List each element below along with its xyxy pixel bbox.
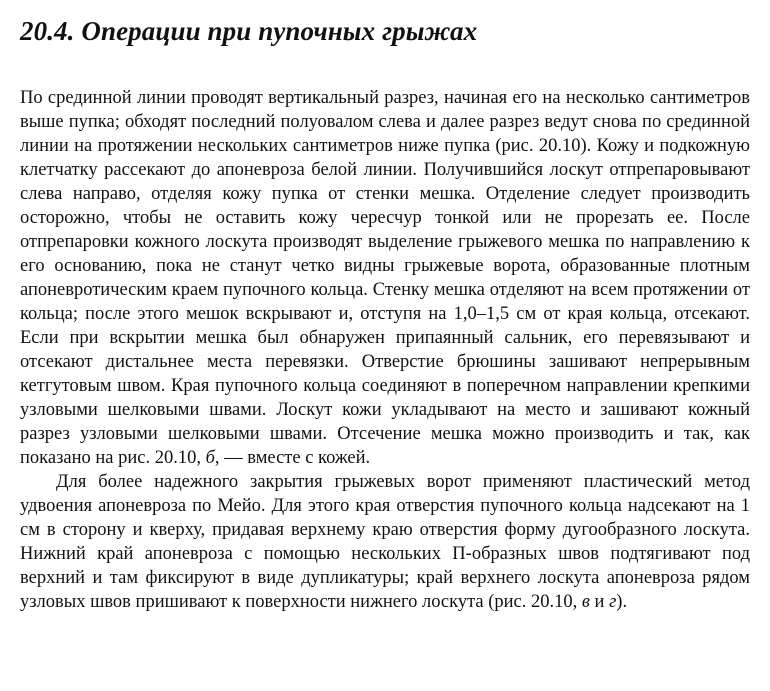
paragraph-1-tail: , — вместе с кожей. <box>214 448 371 468</box>
paragraph-2-tail: ). <box>616 592 628 612</box>
paragraph-1-text: По срединной линии проводят вертикальный разрез, начиная его на несколько сантиметров выше пупка; обходят последний полуовалом слева и далее разрез ведут снова по срединной линии на протяжении нескольких сантиметров ниже пупка (рис. 20.10). Кожу и подкожную клетчатку рассекают до апоневроза белой линии. Получившийся лоскут отпрепаровывают слева направо, отделяя кожу пупка от стенки мешка. Отделение следует производить осторожно, чтобы не оставить кожу чересчур тонкой или не прорезать ее. После отпрепаровки кожного лоскута производят выделение грыжевого мешка по направлению к его основанию, пока не станут четко видны грыжевые ворота, образованные плотным апоневротическим краем пупочного кольца. Стенку мешка отделяют на всем протяжении от кольца; после этого мешок вскрывают и, отступя на 1,0–1,5 см от края кольца, отсекают. Если при вскрытии мешка был обнаружен припаянный сальник, его перевязывают и отсекают дистальнее места перевязки. Отверстие брюшины зашивают непрерывным кетгутовым швом. Края пупочного кольца соединяют в поперечном направлении крепкими узловыми шелковыми швами. Лоскут кожи укладывают на место и зашивают кожный разрез узловыми шелковыми швами. Отсечение мешка можно производить и так, как показано на рис. 20.10, <box>20 88 750 468</box>
paragraph-2-text: Для более надежного закрытия грыжевых ворот применяют пластический метод удвоения апоневроза по Мейо. Для этого края отверстия пупочного кольца надсекают на 1 см в сторону и кверху, придавая верхнему краю отверстия форму дугообразного лоскута. Нижний край апоневроза с помощью нескольких П-образных швов подтягивают под верхний и там фиксируют в виде дупликатуры; край верхнего лоскута апоневроза рядом узловых швов пришивают к поверхности нижнего лоскута (рис. 20.10, <box>20 472 750 612</box>
figure-ref-g: г <box>609 592 617 612</box>
paragraph-2-conjunction: и <box>589 592 610 612</box>
paragraph-2 <box>20 470 750 614</box>
body-text <box>20 86 750 614</box>
figure-ref-v: в <box>581 592 590 612</box>
section-title: 20.4. Операции при пупочных грыжах <box>20 16 478 46</box>
paragraph-1 <box>20 86 750 470</box>
document-page <box>20 14 750 614</box>
figure-ref-b: б <box>205 448 215 468</box>
